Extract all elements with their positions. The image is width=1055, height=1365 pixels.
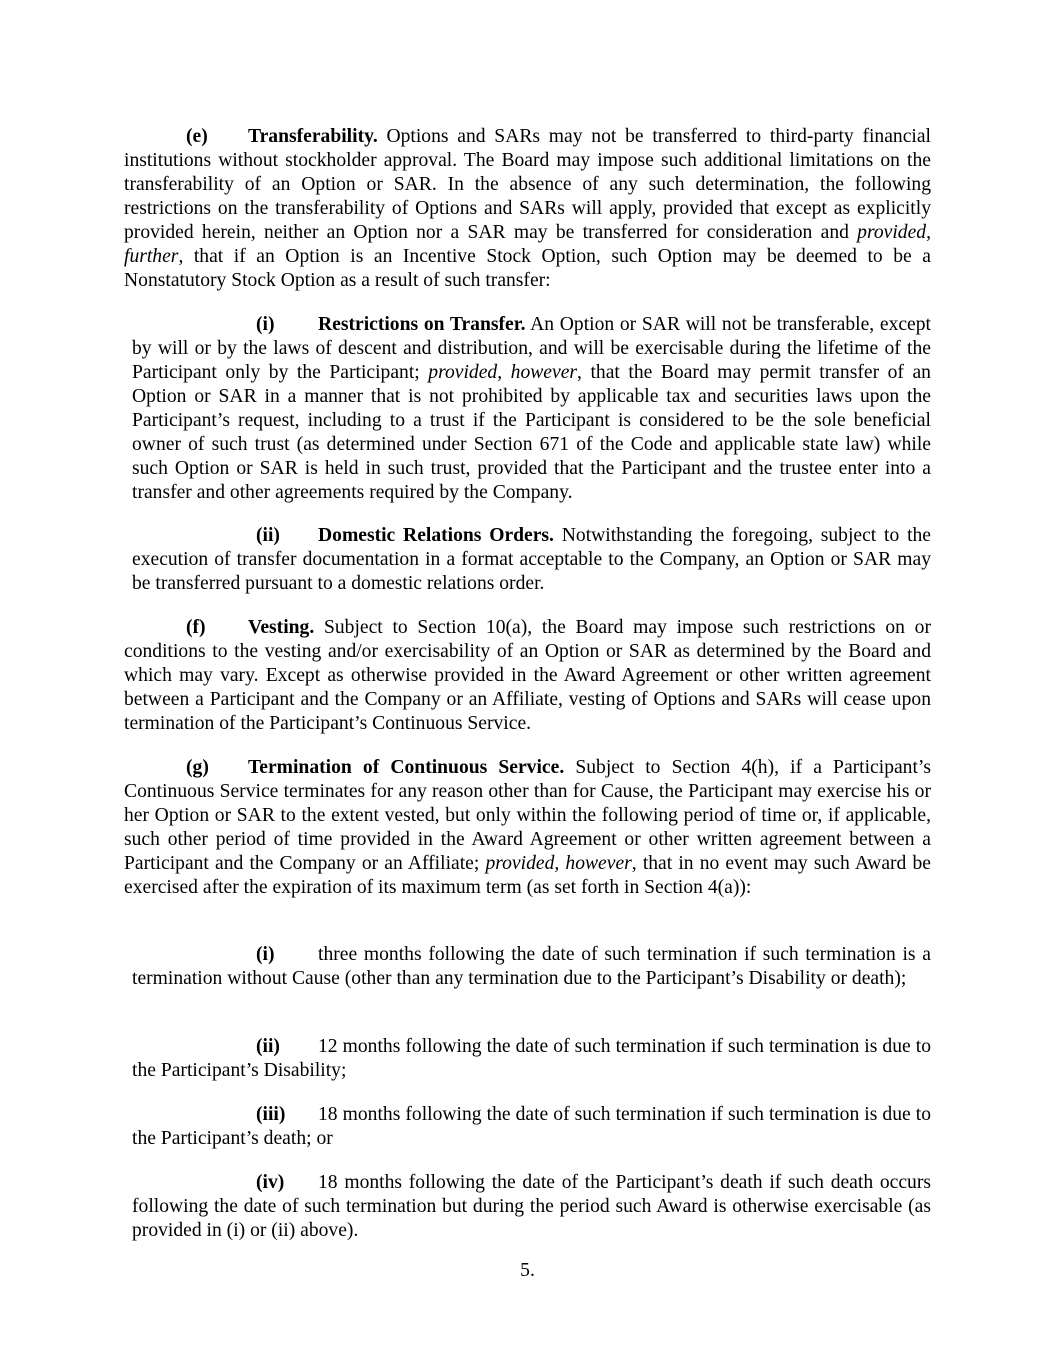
section-g-i-label: (i) xyxy=(256,944,275,965)
section-g-emphasis: provided, however xyxy=(485,853,632,874)
page-number: 5. xyxy=(520,1260,535,1281)
section-e-i-paragraph xyxy=(132,313,931,505)
section-e-ii-label: (ii) xyxy=(256,525,280,546)
section-g-text-2: , that in no event may such Award be exercised after the expiration of its maximum term (as set forth in Section 4(a)): xyxy=(124,853,931,898)
section-e-emphasis: provided, further xyxy=(124,222,931,267)
section-g-i-text: three months following the date of such termination if such termination is a termination without Cause (other than any termination due to the Participant’s Disability or death); xyxy=(132,944,931,989)
section-g-ii-paragraph xyxy=(132,1035,931,1083)
section-e-text-1: Options and SARs may not be transferred to third-party financial institutions without stockholder approval. The Board may impose such additional limitations on the transferability of an Option or SAR. In the absence of any such determination, the following restrictions on the transferability of Options and SARs will apply, provided that except as explicitly provided herein, neither an Option nor a SAR may be transferred for consideration and xyxy=(124,126,931,243)
section-g-iii-paragraph xyxy=(132,1103,931,1151)
section-e-i-text-2: , that the Board may permit transfer of an Option or SAR in a manner that is not prohibited by applicable tax and securities laws upon the Participant’s request, including to a trust if the Participant is considered to be the sole beneficial owner of such trust (as determined under Section 671 of the Code and applicable state law) while such Option or SAR is held in such trust, provided that the Participant and the trustee enter into a transfer and other agreements required by the Company. xyxy=(132,362,931,503)
section-g-text-1: Subject to Section 4(h), if a Participant’s Continuous Service terminates for any reason other than for Cause, the Participant may exercise his or her Option or SAR to the extent vested, but only within the following period of time or, if applicable, such other period of time provided in the Award Agreement or other written agreement between a Participant and the Company or an Affiliate; xyxy=(124,757,931,874)
section-e-i-label: (i) xyxy=(256,314,275,335)
section-g-iii-label: (iii) xyxy=(256,1104,286,1125)
section-g-paragraph xyxy=(124,756,931,900)
section-g-iv-text: 18 months following the date of the Participant’s death if such death occurs following the date of such termination but during the period such Award is otherwise exercisable (as provided in (i) or (ii) above). xyxy=(132,1172,931,1241)
section-g-heading: Termination of Continuous Service. xyxy=(248,757,565,778)
section-g-ii-text: 12 months following the date of such termination if such termination is due to the Participant’s Disability; xyxy=(132,1036,931,1081)
section-g-iii-text: 18 months following the date of such termination if such termination is due to the Participant’s death; or xyxy=(132,1104,931,1149)
section-e-paragraph xyxy=(124,125,931,293)
section-g-iv-paragraph xyxy=(132,1171,931,1243)
section-f-label: (f) xyxy=(186,617,206,638)
section-g-iv-label: (iv) xyxy=(256,1172,285,1193)
section-f-text: Subject to Section 10(a), the Board may impose such restrictions on or conditions to the vesting and/or exercisability of an Option or SAR as determined by the Board and which may vary. Except as otherwise provided in the Award Agreement or other written agreement between a Participant and the Company or an Affiliate, vesting of Options and SARs will cease upon termination of the Participant’s Continuous Service. xyxy=(124,617,931,734)
section-e-label: (e) xyxy=(186,126,208,147)
section-g-label: (g) xyxy=(186,757,209,778)
section-e-text-2: , that if an Option is an Incentive Stock Option, such Option may be deemed to be a Nonstatutory Stock Option as a result of such transfer: xyxy=(124,246,931,291)
section-g-i-paragraph xyxy=(132,943,931,991)
section-e-heading: Transferability. xyxy=(248,126,378,147)
section-e-i-emphasis: provided, however xyxy=(428,362,578,383)
section-f-heading: Vesting. xyxy=(248,617,315,638)
section-e-ii-paragraph xyxy=(132,524,931,596)
section-f-paragraph xyxy=(124,616,931,736)
section-e-ii-text: Notwithstanding the foregoing, subject to the execution of transfer documentation in a format acceptable to the Company, an Option or SAR may be transferred pursuant to a domestic relations order. xyxy=(132,525,932,594)
section-e-i-text-1: An Option or SAR will not be transferable, except by will or by the laws of descent and distribution, and will be exercisable during the lifetime of the Participant only by the Participant; xyxy=(132,314,931,383)
section-e-ii-heading: Domestic Relations Orders. xyxy=(318,525,554,546)
section-e-i-heading: Restrictions on Transfer. xyxy=(318,314,526,335)
section-g-ii-label: (ii) xyxy=(256,1036,280,1057)
